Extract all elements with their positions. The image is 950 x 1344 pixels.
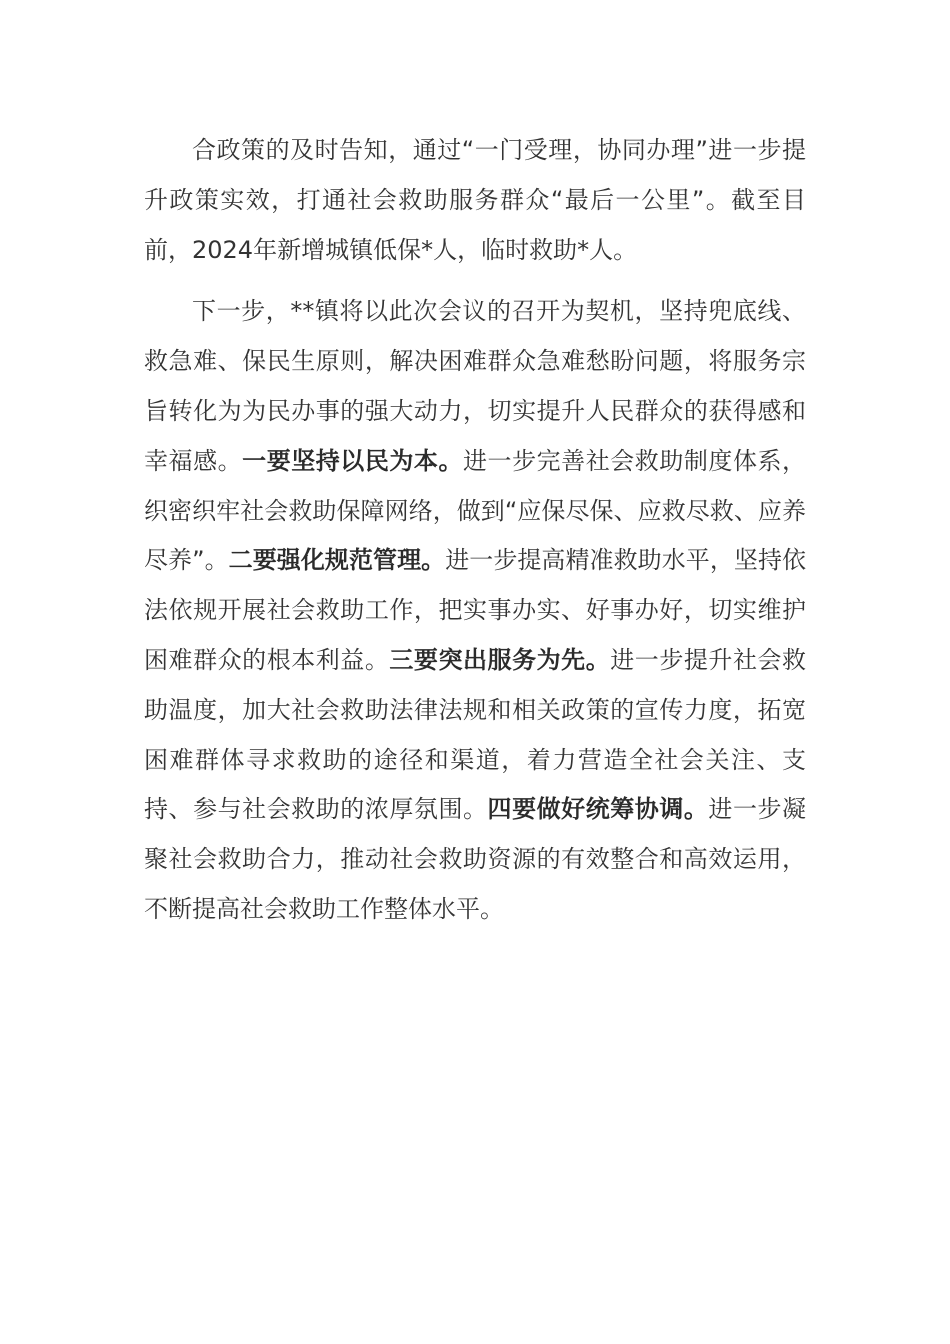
key-point-heading-1: 一要坚持以民为本。 [242,446,464,475]
paragraph-text: 进一步提升社会救助温度，加大社会救助法律法规和相关政策的宣传力度，拓宽困难群体寻求救助的途径和渠道，着力营造全社会关注、支持、参与社会救助的浓厚氛围。 [144,645,807,824]
key-point-heading-2: 二要强化规范管理。 [228,546,446,575]
paragraph-1 [144,126,806,275]
paragraph-2 [144,287,806,934]
paragraph-text: 进一步完善社会救助制度体系，织密织牢社会救助保障网络，做到“应保尽保、应救尽救、应养尽养”。 [144,446,807,575]
key-point-heading-4: 四要做好统筹协调。 [487,795,709,824]
key-point-heading-3: 三要突出服务为先。 [389,645,611,674]
document-body [144,126,806,935]
paragraph-text: 下一步，**镇将以此次会议的召开为契机，坚持兜底线、救急难、保民生原则，解决困难群众急难愁盼问题，将服务宗旨转化为为民办事的强大动力，切实提升人民群众的获得感和幸福感。 [144,297,806,475]
paragraph-text: 进一步凝聚社会救助合力，推动社会救助资源的有效整合和高效运用，不断提高社会救助工作整体水平。 [144,795,807,923]
paragraph-text: 合政策的及时告知，通过“一门受理，协同办理”进一步提升政策实效，打通社会救助服务群众“最后一公里”。截至目前，2024年新增城镇低保*人，临时救助*人。 [144,136,806,264]
paragraph-text: 进一步提高精准救助水平，坚持依法依规开展社会救助工作，把实事办实、好事办好，切实维护困难群众的根本利益。 [144,546,807,674]
